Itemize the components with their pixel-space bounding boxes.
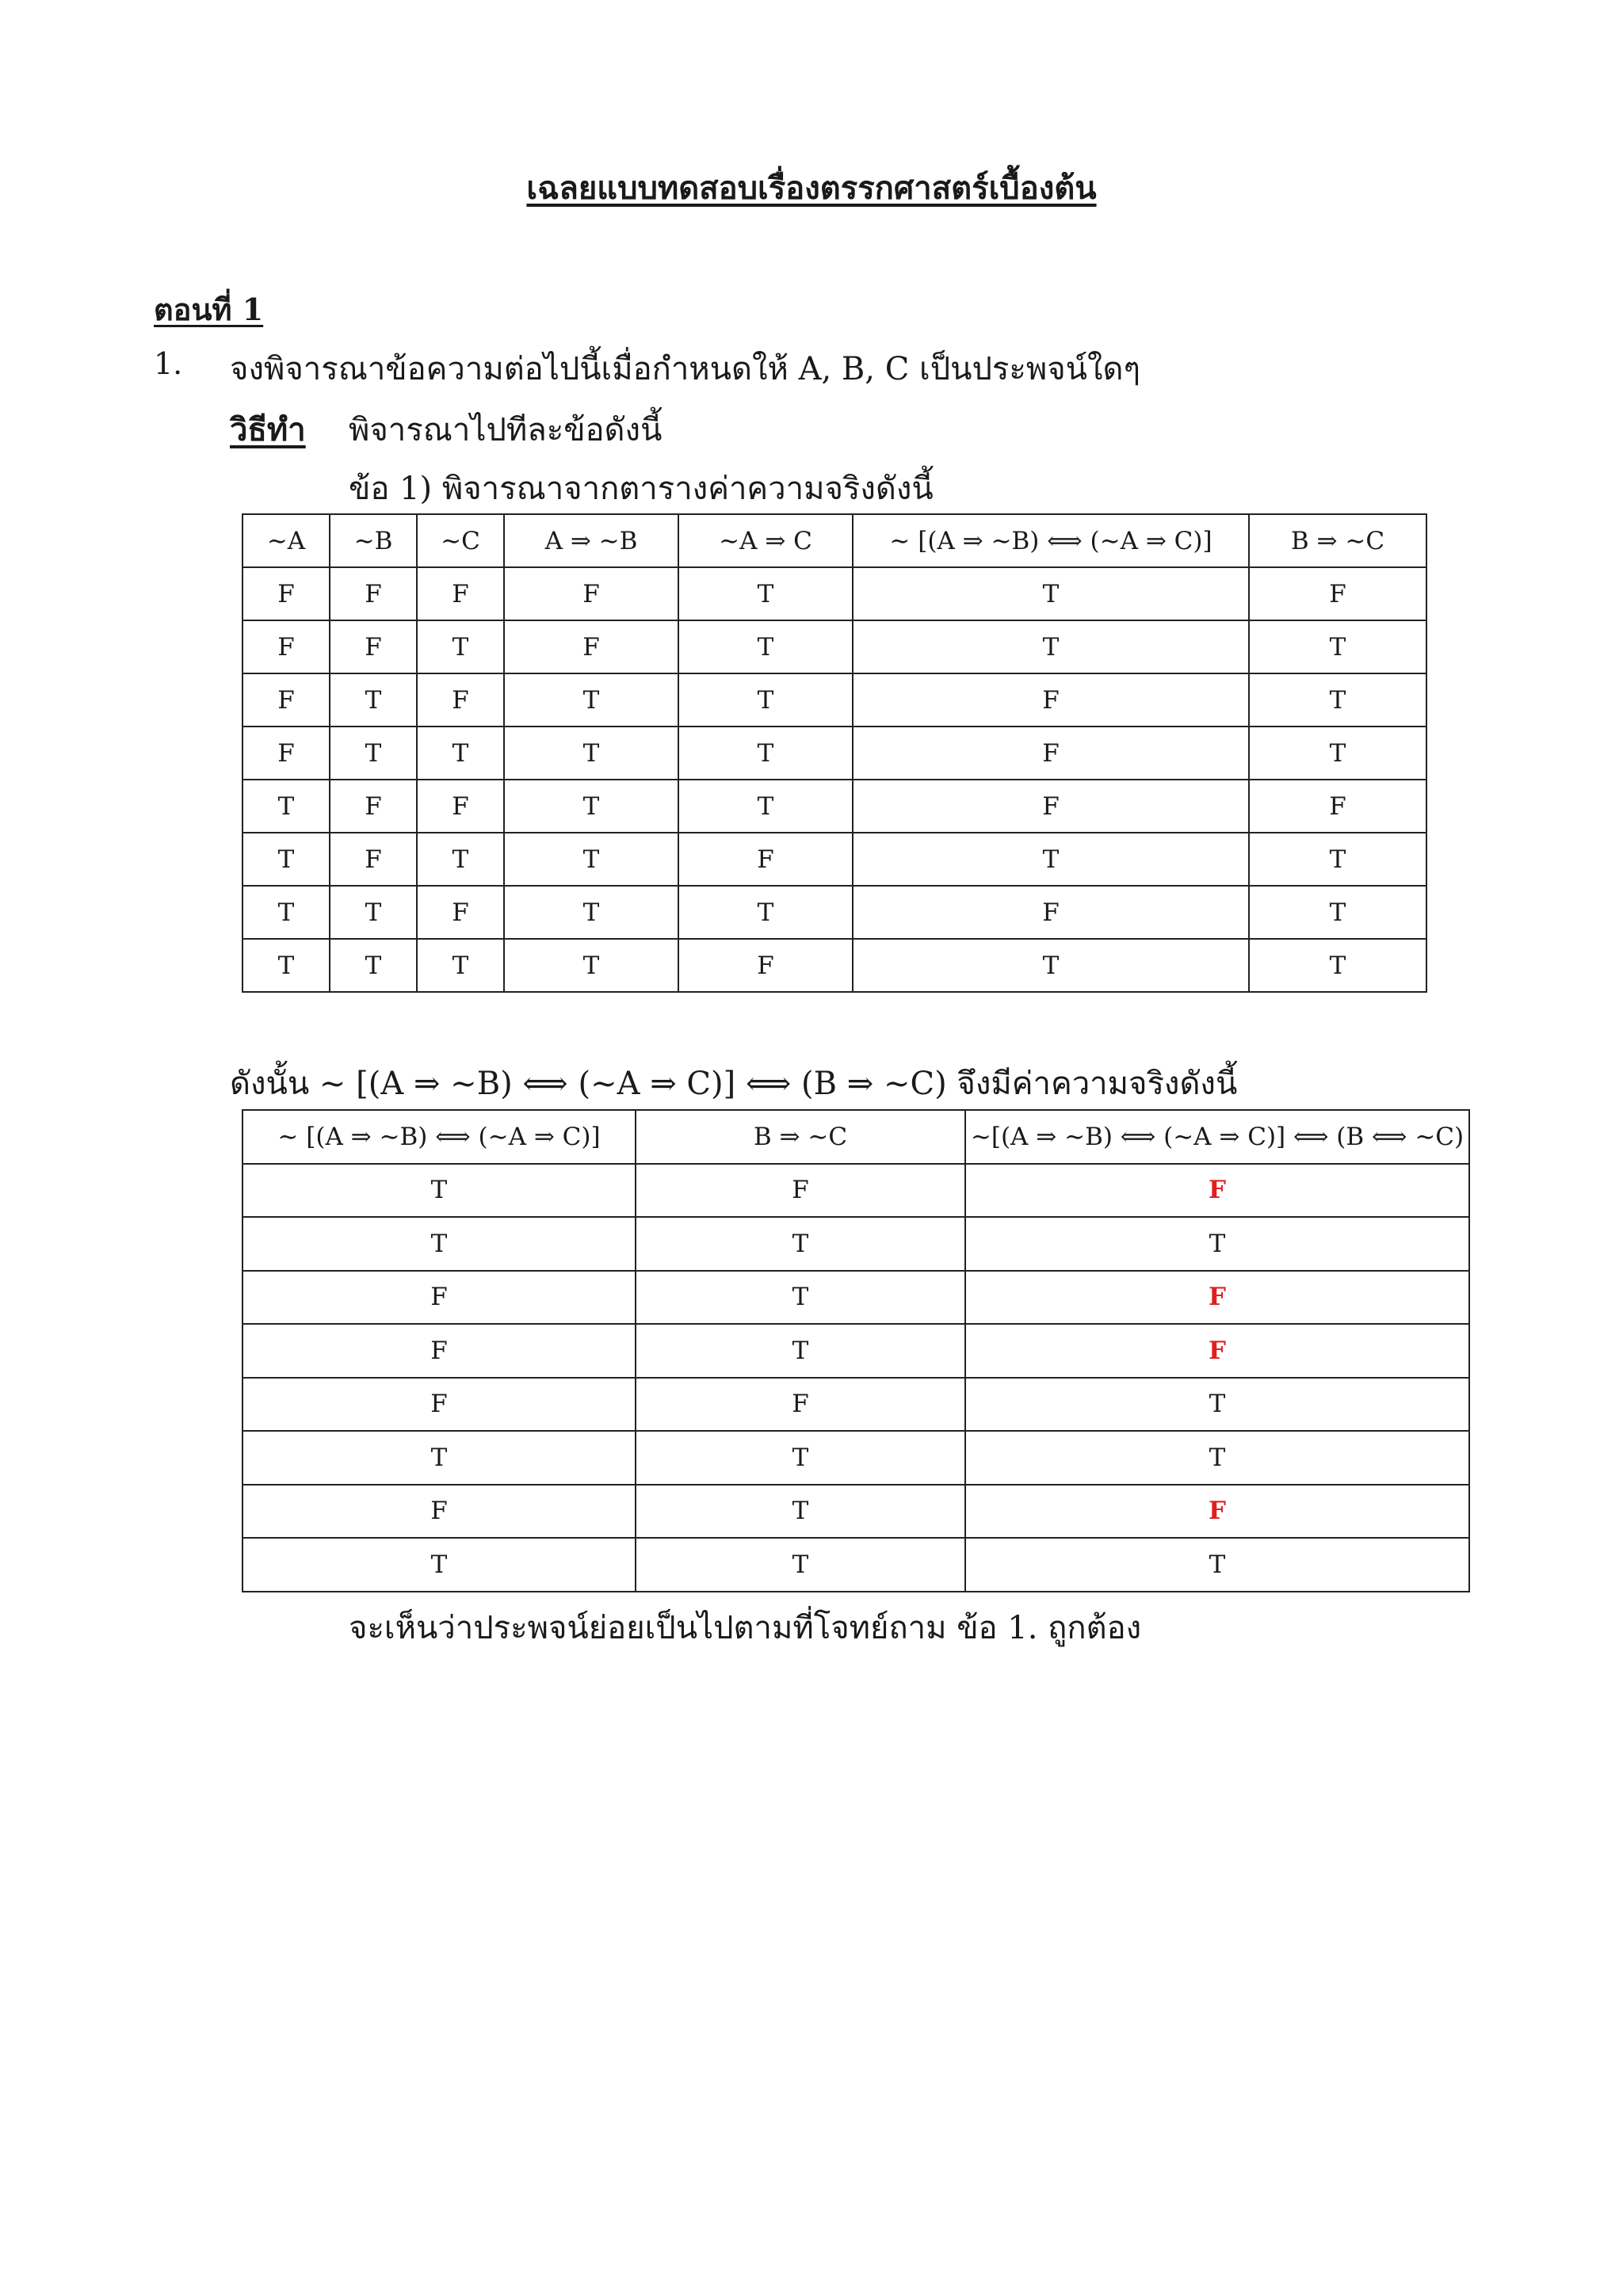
table-cell: F bbox=[242, 673, 330, 727]
table-cell: T bbox=[417, 939, 504, 992]
table-cell: F bbox=[242, 1271, 636, 1325]
table-row bbox=[242, 780, 1426, 833]
header-negated-biconditional: ∼ [(A ⇒ ∼B) ⟺ (∼A ⇒ C)] bbox=[242, 1110, 636, 1164]
table-cell: F bbox=[242, 1485, 636, 1539]
table-row bbox=[242, 673, 1426, 727]
table-cell: T bbox=[636, 1538, 965, 1592]
table-header-row bbox=[242, 514, 1426, 567]
table-cell: F bbox=[678, 833, 853, 886]
table-row bbox=[242, 1538, 1469, 1592]
table-cell: T bbox=[417, 833, 504, 886]
table-cell: T bbox=[965, 1538, 1469, 1592]
table-row bbox=[242, 886, 1426, 939]
table-cell: T bbox=[1249, 939, 1426, 992]
table-cell: T bbox=[678, 727, 853, 780]
header-b-implies-not-c: B ⇒ ∼C bbox=[636, 1110, 965, 1164]
table-row bbox=[242, 1431, 1469, 1485]
table-cell: F bbox=[965, 1164, 1469, 1218]
method-label: วิธีทำ bbox=[230, 411, 306, 448]
table-cell: T bbox=[678, 567, 853, 620]
table-header-row bbox=[242, 1110, 1469, 1164]
table-cell: T bbox=[636, 1431, 965, 1485]
table-cell: F bbox=[965, 1271, 1469, 1325]
table-row bbox=[242, 833, 1426, 886]
header-not-c: ∼C bbox=[417, 514, 504, 567]
header-a-implies-not-b: A ⇒ ∼B bbox=[504, 514, 678, 567]
table-row bbox=[242, 567, 1426, 620]
table-cell: T bbox=[242, 833, 330, 886]
therefore-text: ดังนั้น ∼ [(A ⇒ ∼B) ⟺ (∼A ⇒ C)] ⟺ (B ⇒ ∼C) จึงมีค่าความจริงดังนี้ bbox=[230, 1066, 1238, 1102]
table-cell: T bbox=[1249, 833, 1426, 886]
table-cell: F bbox=[417, 673, 504, 727]
table-row bbox=[242, 1271, 1469, 1325]
table-cell: F bbox=[504, 567, 678, 620]
table-cell: T bbox=[504, 727, 678, 780]
table-cell: T bbox=[1249, 673, 1426, 727]
conclusion-text: จะเห็นว่าประพจน์ย่อยเป็นไปตามที่โจทย์ถาม ข้อ 1. ถูกต้อง bbox=[349, 1610, 1142, 1646]
table-cell: T bbox=[678, 620, 853, 673]
table-cell: F bbox=[242, 567, 330, 620]
table-row bbox=[242, 1324, 1469, 1378]
truth-table-2 bbox=[242, 1109, 1470, 1592]
table-cell: T bbox=[965, 1378, 1469, 1432]
table-cell: T bbox=[853, 567, 1249, 620]
header-not-b: ∼B bbox=[330, 514, 417, 567]
table-cell: F bbox=[1249, 780, 1426, 833]
table-cell: T bbox=[1249, 886, 1426, 939]
table-cell: T bbox=[330, 939, 417, 992]
table-cell: F bbox=[1249, 567, 1426, 620]
table-cell: T bbox=[504, 673, 678, 727]
table-cell: F bbox=[417, 886, 504, 939]
table-row bbox=[242, 727, 1426, 780]
table-cell: T bbox=[417, 620, 504, 673]
table-cell: F bbox=[242, 1324, 636, 1378]
table-cell: T bbox=[242, 1431, 636, 1485]
table-cell: T bbox=[330, 727, 417, 780]
table-cell: F bbox=[853, 886, 1249, 939]
table-cell: T bbox=[678, 780, 853, 833]
table-cell: F bbox=[242, 727, 330, 780]
table-cell: T bbox=[636, 1217, 965, 1271]
table-row bbox=[242, 1164, 1469, 1218]
table-cell: T bbox=[1249, 727, 1426, 780]
table-row bbox=[242, 1217, 1469, 1271]
table-cell: T bbox=[504, 780, 678, 833]
section-title: ตอนที่ 1 bbox=[154, 292, 264, 327]
table-cell: T bbox=[242, 939, 330, 992]
table-cell: F bbox=[417, 780, 504, 833]
table-cell: T bbox=[678, 673, 853, 727]
table-cell: F bbox=[330, 833, 417, 886]
table-cell: F bbox=[242, 620, 330, 673]
table-cell: T bbox=[504, 833, 678, 886]
table-cell: F bbox=[853, 780, 1249, 833]
table-cell: T bbox=[417, 727, 504, 780]
table-cell: T bbox=[965, 1431, 1469, 1485]
table-cell: F bbox=[330, 620, 417, 673]
table-cell: T bbox=[1249, 620, 1426, 673]
table-cell: T bbox=[853, 620, 1249, 673]
header-not-a: ∼A bbox=[242, 514, 330, 567]
page-title: เฉลยแบบทดสอบเรื่องตรรกศาสตร์เบื้องต้น bbox=[526, 170, 1097, 207]
table-row bbox=[242, 939, 1426, 992]
table-cell: T bbox=[330, 673, 417, 727]
table-cell: F bbox=[636, 1164, 965, 1218]
step-1-text: ข้อ 1) พิจารณาจากตารางค่าความจริงดังนี้ bbox=[349, 471, 934, 507]
table-cell: T bbox=[853, 833, 1249, 886]
table-cell: F bbox=[853, 727, 1249, 780]
table-cell: T bbox=[242, 886, 330, 939]
table-row bbox=[242, 1378, 1469, 1432]
header-final-biconditional: ∼[(A ⇒ ∼B) ⟺ (∼A ⇒ C)] ⟺ (B ⟺ ∼C) bbox=[965, 1110, 1469, 1164]
table-cell: F bbox=[636, 1378, 965, 1432]
question-number: 1. bbox=[154, 346, 183, 381]
table-cell: T bbox=[242, 1538, 636, 1592]
table-cell: F bbox=[504, 620, 678, 673]
table-cell: F bbox=[853, 673, 1249, 727]
table-cell: T bbox=[636, 1324, 965, 1378]
table-cell: T bbox=[504, 886, 678, 939]
table-cell: T bbox=[678, 886, 853, 939]
table-cell: T bbox=[504, 939, 678, 992]
truth-table-1 bbox=[242, 513, 1427, 993]
question-text: จงพิจารณาข้อความต่อไปนี้เมื่อกำหนดให้ A, B, C เป็นประพจน์ใดๆ bbox=[230, 351, 1140, 387]
table-cell: T bbox=[636, 1485, 965, 1539]
table-cell: T bbox=[330, 886, 417, 939]
method-text: พิจารณาไปทีละข้อดังนี้ bbox=[349, 412, 663, 448]
table-cell: F bbox=[330, 567, 417, 620]
table-cell: F bbox=[965, 1324, 1469, 1378]
table-cell: T bbox=[853, 939, 1249, 992]
table-cell: T bbox=[242, 1164, 636, 1218]
header-b-implies-not-c: B ⇒ ∼C bbox=[1249, 514, 1426, 567]
table-cell: F bbox=[417, 567, 504, 620]
table-row bbox=[242, 620, 1426, 673]
table-cell: F bbox=[678, 939, 853, 992]
header-not-a-implies-c: ∼A ⇒ C bbox=[678, 514, 853, 567]
header-negated-biconditional: ∼ [(A ⇒ ∼B) ⟺ (∼A ⇒ C)] bbox=[853, 514, 1249, 567]
table-cell: F bbox=[965, 1485, 1469, 1539]
table-cell: T bbox=[636, 1271, 965, 1325]
table-cell: F bbox=[330, 780, 417, 833]
table-cell: T bbox=[965, 1217, 1469, 1271]
table-row bbox=[242, 1485, 1469, 1539]
table-cell: F bbox=[242, 1378, 636, 1432]
table-cell: T bbox=[242, 780, 330, 833]
table-cell: T bbox=[242, 1217, 636, 1271]
